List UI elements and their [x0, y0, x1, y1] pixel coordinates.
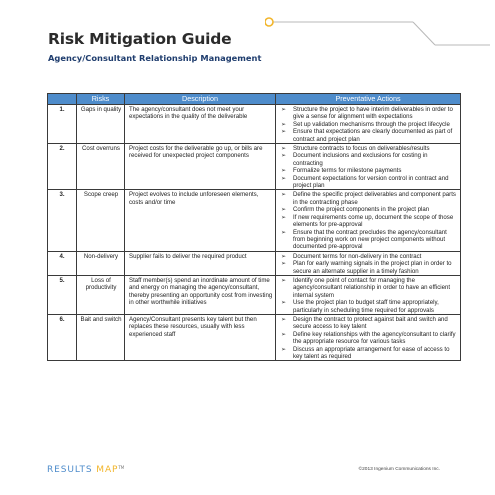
arrow-bullet-icon: ➢	[281, 213, 287, 221]
action-item	[280, 191, 458, 206]
action-list	[280, 106, 458, 143]
risk-name: Gaps in quality	[77, 105, 125, 144]
logo-trademark: TM	[118, 465, 125, 470]
arrow-bullet-icon: ➢	[281, 145, 287, 153]
arrow-bullet-icon: ➢	[281, 206, 287, 214]
action-list	[280, 191, 458, 250]
arrow-bullet-icon: ➢	[281, 128, 287, 136]
table-row	[48, 190, 461, 251]
page-subtitle: Agency/Consultant Relationship Management	[48, 53, 262, 63]
preventative-actions	[276, 144, 461, 190]
action-item	[280, 206, 458, 213]
logo-word-results: RESULTS	[47, 465, 93, 475]
arrow-bullet-icon: ➢	[281, 345, 287, 353]
risk-description: Project evolves to include unforeseen elements, costs and/or time	[125, 190, 276, 251]
action-text: If new requirements come up, document the scope of those elements for pre-approval	[293, 213, 454, 229]
table-row	[48, 105, 461, 144]
action-text: Document expectations for version control in contract and project plan	[293, 174, 449, 190]
action-list	[280, 145, 458, 189]
action-item	[280, 316, 458, 331]
header-preventative-actions: Preventative Actions	[276, 94, 461, 105]
arrow-bullet-icon: ➢	[281, 174, 287, 182]
header-risks: Risks	[77, 94, 125, 105]
action-text: Ensure that the contract precludes the agency/consultant from beginning work on new project components without documented pre-approval	[293, 228, 447, 251]
action-item	[280, 277, 458, 299]
risk-description: The agency/consultant does not meet your expectations in the quality of the deliverable	[125, 105, 276, 144]
header-description: Description	[125, 94, 276, 105]
preventative-actions	[276, 105, 461, 144]
action-text: Confirm the project components in the project plan	[293, 206, 430, 214]
action-text: Identify one point of contact for managing the agency/consultant relationship in order to have an efficient internal system	[293, 276, 451, 299]
arrow-bullet-icon: ➢	[281, 276, 287, 284]
preventative-actions	[276, 275, 461, 314]
action-text: Structure contracts to focus on deliverables/results	[293, 145, 430, 153]
logo-word-map: MAP	[96, 465, 119, 475]
risk-description: Project costs for the deliverable go up, or bills are received for unexpected project components	[125, 144, 276, 190]
action-list	[280, 316, 458, 360]
action-item	[280, 145, 458, 152]
table-row	[48, 251, 461, 275]
action-item	[280, 299, 458, 314]
action-text: Set up validation mechanisms through the project lifecycle	[293, 120, 450, 128]
risk-description: Supplier fails to deliver the required product	[125, 251, 276, 275]
risk-number: 4.	[48, 251, 77, 275]
action-text: Discuss an appropriate arrangement for ease of access to key talent as required	[293, 345, 450, 360]
action-text: Define the specific project deliverables and component parts in the contracting phase	[293, 191, 456, 206]
arrow-bullet-icon: ➢	[281, 315, 287, 323]
action-list	[280, 253, 458, 275]
page-title: Risk Mitigation Guide	[48, 30, 232, 48]
action-text: Use the project plan to budget staff time appropriately, particularly in scheduling time required for approvals	[293, 299, 439, 314]
risk-name: Bait and switch	[77, 314, 125, 360]
action-text: Define key relationships with the agency/consultant to clarify the appropriate resource for various tasks	[293, 330, 456, 346]
risk-number: 3.	[48, 190, 77, 251]
action-text: Ensure that expectations are clearly documented as part of contract and project plan	[293, 128, 453, 143]
arrow-bullet-icon: ➢	[281, 252, 287, 260]
action-item	[280, 106, 458, 121]
action-text: Design the contract to protect against bait and switch and secure access to key talent	[293, 315, 448, 331]
risk-number: 2.	[48, 144, 77, 190]
arrow-bullet-icon: ➢	[281, 106, 287, 113]
header-number	[48, 94, 77, 105]
copyright-notice: ©2013 Ingenium Communications Inc.	[358, 467, 440, 472]
table-header-row	[48, 94, 461, 105]
risk-name: Loss of productivity	[77, 275, 125, 314]
action-list	[280, 277, 458, 314]
risk-table	[47, 93, 461, 361]
risk-description: Agency/Consultant presents key talent but then replaces these resources, usually with less experienced staff	[125, 314, 276, 360]
action-item	[280, 214, 458, 229]
decorative-line-graphic	[265, 11, 490, 51]
risk-number: 1.	[48, 105, 77, 144]
action-item	[280, 253, 458, 260]
action-item	[280, 346, 458, 361]
preventative-actions	[276, 251, 461, 275]
action-item	[280, 331, 458, 346]
preventative-actions	[276, 190, 461, 251]
arrow-bullet-icon: ➢	[281, 167, 287, 175]
action-text: Structure the project to have interim deliverables in order to give a sense for alignment with expectations	[293, 106, 453, 121]
action-item	[280, 229, 458, 251]
risk-number: 5.	[48, 275, 77, 314]
arrow-bullet-icon: ➢	[281, 260, 287, 268]
action-item	[280, 167, 458, 174]
arrow-bullet-icon: ➢	[281, 120, 287, 128]
table-row	[48, 275, 461, 314]
risk-number: 6.	[48, 314, 77, 360]
action-text: Document inclusions and exclusions for costing in contracting	[293, 152, 428, 167]
action-text: Plan for early warning signals in the project plan in order to secure an alternate supplier in a timely fashion	[293, 260, 452, 275]
preventative-actions	[276, 314, 461, 360]
arrow-bullet-icon: ➢	[281, 228, 287, 236]
action-text: Formalize terms for milestone payments	[293, 167, 402, 175]
action-item	[280, 152, 458, 167]
results-map-logo	[47, 465, 124, 475]
table-row	[48, 144, 461, 190]
action-item	[280, 121, 458, 128]
action-item	[280, 260, 458, 275]
action-item	[280, 175, 458, 190]
arrow-bullet-icon: ➢	[281, 191, 287, 199]
risk-name: Non-delivery	[77, 251, 125, 275]
arrow-bullet-icon: ➢	[281, 152, 287, 160]
risk-name: Scope creep	[77, 190, 125, 251]
risk-description: Staff member(s) spend an inordinate amount of time and energy on managing the agency/consultant, thereby presenting an opportunity cost from investing in other worthwhile initiatives	[125, 275, 276, 314]
action-item	[280, 128, 458, 143]
table-row	[48, 314, 461, 360]
arrow-bullet-icon: ➢	[281, 330, 287, 338]
arrow-bullet-icon: ➢	[281, 299, 287, 307]
risk-name: Cost overruns	[77, 144, 125, 190]
action-text: Document terms for non-delivery in the contract	[293, 252, 422, 260]
